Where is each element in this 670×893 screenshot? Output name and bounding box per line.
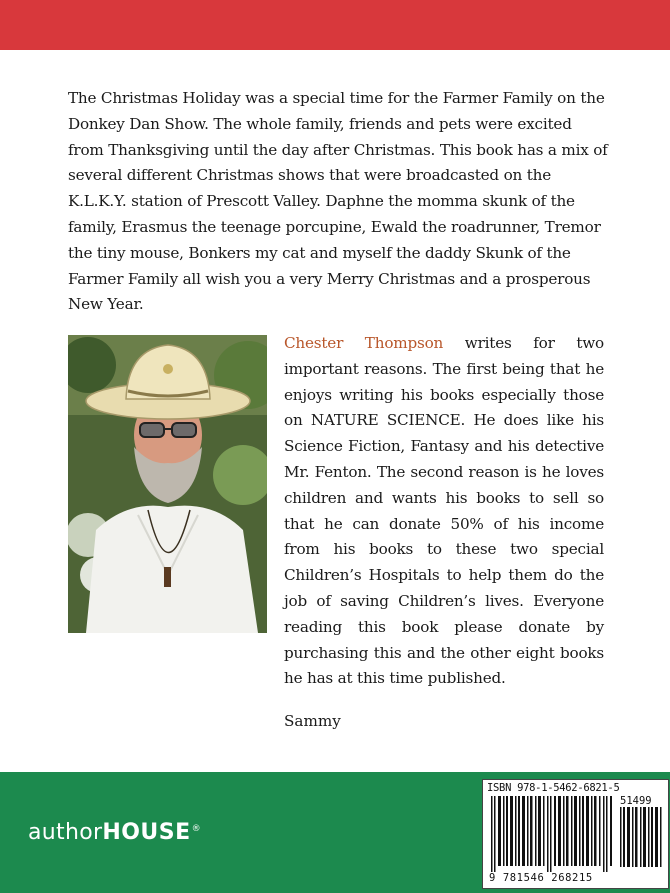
isbn-number: ISBN 978-1-5462-6821-5 — [487, 782, 620, 794]
author-name: Chester Thompson — [284, 334, 444, 352]
author-bio-text: writes for two important reasons. The first being that he enjoys writing his books especially those on NATURE SCIENCE. He does like his Science Fiction, Fantasy and his detective Mr. Fenton. The second reason is he loves children and wants his books to sell so that he can donate 50% of his income from his books to these two special Children’s Hospitals to help them do the job of saving Children’s lives. Everyone reading this book please donate by purchasing this and the other eight books he has at this time published. — [284, 334, 604, 688]
ean-digits: 9 781546 268215 — [489, 872, 593, 884]
price-addon-bars — [620, 807, 664, 867]
isbn-barcode — [482, 779, 669, 889]
signature: Sammy — [284, 712, 341, 730]
publisher-logo-part1: author — [28, 820, 103, 845]
top-color-band — [0, 0, 670, 50]
author-photo — [68, 335, 267, 633]
back-cover-blurb: The Christmas Holiday was a special time for the Farmer Family on the Donkey Dan Show. The whole family, friends and pets were excited from Thanksgiving until the day after Christmas. This book has a mix of several different Christmas shows that were broadcasted on the K.L.K.Y. station of Prescott Valley. Daphne the momma skunk of the family, Erasmus the teenage porcupine, Ewald the roadrunner, Tremor the tiny mouse, Bonkers my cat and myself the daddy Skunk of the Farmer Family all wish you a very Merry Christmas and a prosperous New Year. — [68, 89, 608, 314]
publisher-logo — [28, 820, 201, 845]
barcode-bars — [491, 796, 615, 872]
author-bio — [284, 331, 604, 692]
publisher-logo-part2: HOUSE — [102, 820, 191, 845]
registered-mark: ® — [191, 823, 201, 834]
price-code: 51499 — [620, 795, 652, 807]
